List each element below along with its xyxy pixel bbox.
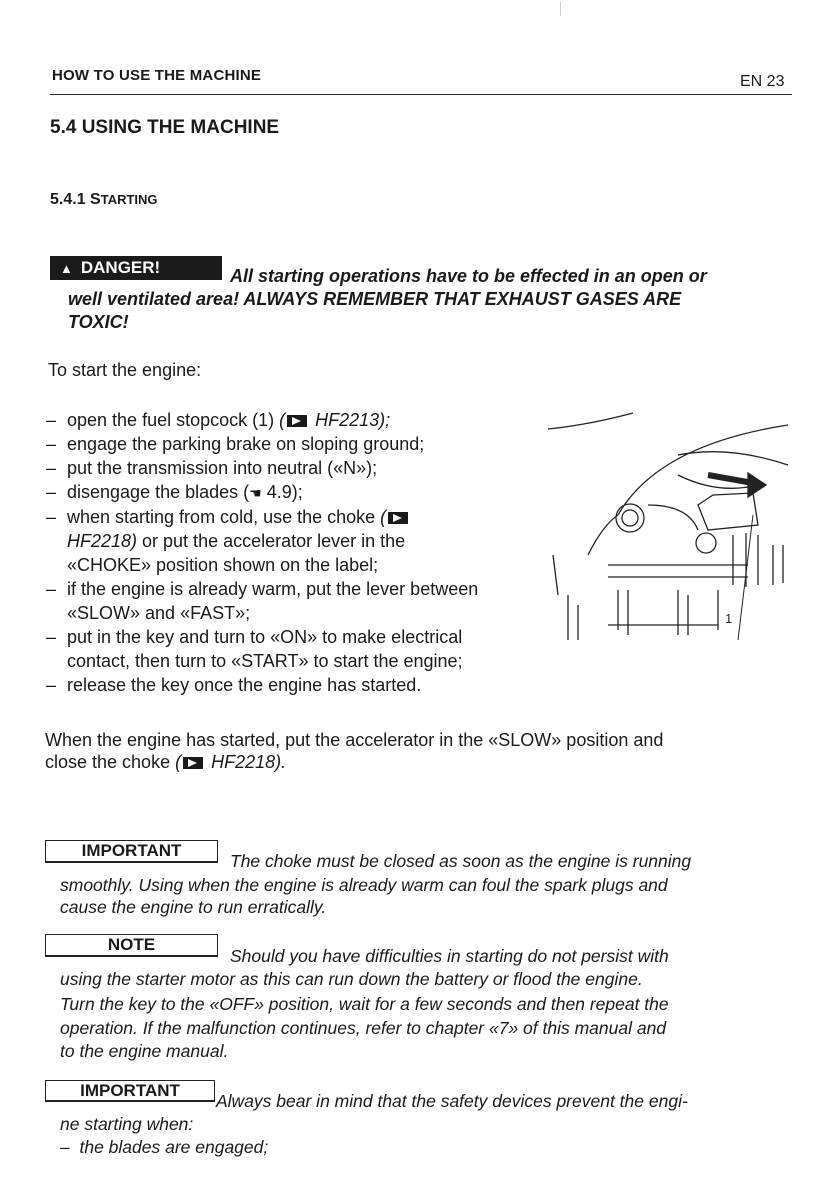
intro-text: To start the engine: <box>48 360 202 380</box>
list-item: – open the fuel stopcock (1) ( HF2213); <box>46 410 391 430</box>
danger-text-line2: well ventilated area! ALWAYS REMEMBER THAT EXHAUST GASES ARE <box>68 289 682 309</box>
step-text: «CHOKE» position shown on the label; <box>67 555 379 575</box>
book-reference-icon <box>388 512 408 524</box>
outline-left-curve <box>588 515 618 555</box>
cap-inner-circle <box>622 510 638 526</box>
subsection-rest: TARTING <box>100 192 158 207</box>
danger-text-line1: All starting operations have to be effected in an open or <box>230 266 707 286</box>
important-label: IMPORTANT <box>81 841 182 860</box>
after-start-line2 <box>45 752 286 773</box>
figure-ref: HF2218) <box>67 531 138 551</box>
list-item: – disengage the blades (☚ 4.9); <box>46 482 303 502</box>
step-text: disengage the blades ( <box>67 482 250 502</box>
note-line3: Turn the key to the «OFF» position, wait for a few seconds and then repeat the <box>60 994 669 1014</box>
step-text: if the engine is already warm, put the lever between <box>67 579 479 599</box>
important-label-box-2 <box>45 1080 215 1102</box>
list-item: – put the transmission into neutral («N»); <box>46 458 378 478</box>
body-lines <box>608 565 748 577</box>
figure-callout-label: 1 <box>725 611 733 626</box>
list-item: – release the key once the engine has started. <box>46 675 422 695</box>
step-text: release the key once the engine has started. <box>67 675 422 695</box>
outline-inner <box>678 452 788 465</box>
steps-list <box>46 408 546 697</box>
step-text: or put the accelerator lever in the <box>137 531 406 551</box>
warning-triangle-icon: ▲ <box>60 260 73 276</box>
note-line5: to the engine manual. <box>60 1041 229 1061</box>
subsection-number: 5.4.1 <box>50 191 86 208</box>
important1-line3: cause the engine to run erratically. <box>60 897 327 917</box>
figure-ref: HF2218). <box>211 752 287 772</box>
note-line2: using the starter motor as this can run down the battery or flood the engine. <box>60 969 643 989</box>
list-item: – engage the parking brake on sloping ground; <box>46 434 425 454</box>
important2-list-item <box>60 1137 268 1158</box>
figure-ref: HF2213); <box>315 410 391 430</box>
important-label-box <box>45 840 218 863</box>
section-title: 5.4 USING THE MACHINE <box>50 117 280 138</box>
note-line4: operation. If the malfunction continues, refer to chapter «7» of this manual and <box>60 1018 667 1038</box>
pipe-curve <box>648 505 698 530</box>
step-text: «SLOW» and «FAST»; <box>67 603 251 623</box>
note-label-box <box>45 934 218 957</box>
step-text: when starting from cold, use the choke <box>67 507 381 527</box>
list-item: – if the engine is already warm, put the lever between «SLOW» and «FAST»; <box>46 579 479 623</box>
step-text: put in the key and turn to «ON» to make electrical <box>67 627 463 647</box>
outline-top-left <box>548 413 633 429</box>
danger-label: DANGER! <box>80 258 161 277</box>
important-label: IMPORTANT <box>80 1081 180 1100</box>
subsection-first-letter: S <box>90 191 101 208</box>
arrow-shaft <box>708 475 753 483</box>
danger-text-line3: TOXIC! <box>68 312 129 332</box>
valve-circle <box>696 533 716 553</box>
note-label: NOTE <box>107 935 156 954</box>
book-reference-icon <box>287 415 307 427</box>
important1-line1: The choke must be closed as soon as the engine is running <box>230 851 692 871</box>
fins <box>733 533 783 587</box>
important2-line3: the blades are engaged; <box>79 1137 269 1157</box>
ref-paren: ( <box>279 410 286 430</box>
important2-line2: ne starting when: <box>60 1114 194 1134</box>
step-text: put the transmission into neutral («N»); <box>67 458 378 478</box>
subsection-title <box>50 191 158 209</box>
pointing-hand-icon: ☚ <box>249 485 262 501</box>
mid-post <box>618 590 628 635</box>
list-dash: – <box>60 1137 80 1157</box>
fuel-stopcock-illustration <box>548 405 796 650</box>
step-text: contact, then turn to «START» to start the engine; <box>67 651 463 671</box>
important1-line2: smoothly. Using when the engine is already warm can foul the spark plugs and <box>60 875 668 895</box>
cap-circle <box>616 504 644 532</box>
left-post <box>568 595 578 640</box>
step-text: engage the parking brake on sloping ground; <box>67 434 425 454</box>
book-reference-icon <box>183 757 203 769</box>
step-text: open the fuel stopcock (1) <box>67 410 280 430</box>
note-line1: Should you have difficulties in starting do not persist with <box>230 946 669 966</box>
page-number: EN 23 <box>740 73 785 90</box>
list-item: – put in the key and turn to «ON» to make electrical contact, then turn to «START» to start the engine; <box>46 627 463 671</box>
outline-left-edge <box>553 555 558 595</box>
running-header-section: HOW TO USE THE MACHINE <box>52 67 262 84</box>
header-rule <box>50 94 792 95</box>
ref-paren: ( <box>380 507 387 527</box>
right-post <box>678 590 688 635</box>
scan-mark <box>560 2 561 16</box>
after-start-line1: When the engine has started, put the accelerator in the «SLOW» position and <box>45 730 664 750</box>
list-item: – when starting from cold, use the choke ( HF2218) or put the accelerator lever in the «CHOKE» position shown on the label; <box>46 505 546 577</box>
lever-body <box>698 493 758 530</box>
danger-label-box <box>50 256 222 280</box>
arrow-head <box>748 473 766 497</box>
section-ref: 4.9); <box>266 482 303 502</box>
important2-line1: Always bear in mind that the safety devices prevent the engi- <box>216 1091 688 1111</box>
ref-paren: ( <box>175 752 182 772</box>
after-start-text: close the choke <box>45 752 176 772</box>
